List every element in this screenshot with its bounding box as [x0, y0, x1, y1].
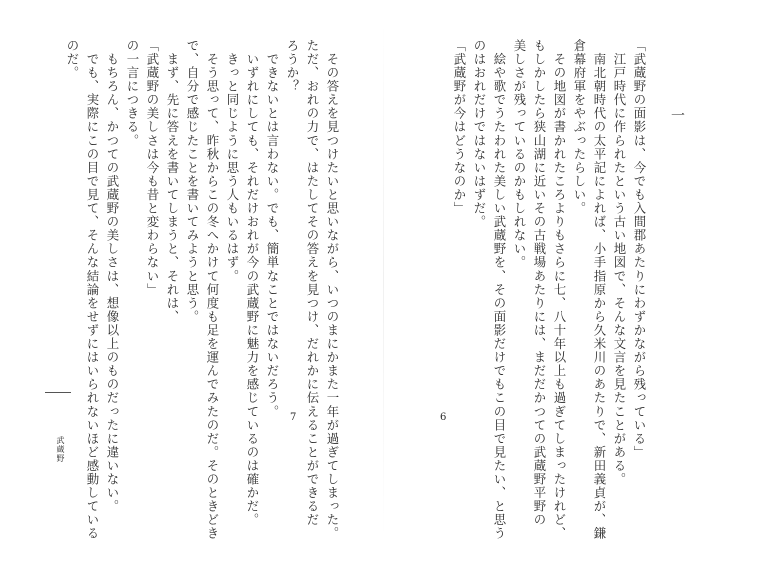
text-line: その地図が書かれたころよりもさらに七、八十年以上も過ぎてしまったけれど、: [552, 39, 567, 541]
text-line: 絵や歌でうたわれた美しい武蔵野を、その面影だけでもこの目で見たい、と思う: [492, 39, 507, 541]
text-line: その答えを見つけたいと思いながら、いつのまにかまた一年が過ぎてしまった。: [325, 39, 340, 541]
text-line: ただ、おれの力で、はたしてその答えを見つけ、だれかに伝えることができるだ: [305, 39, 320, 527]
text-line: 「武蔵野の美しさは今も昔と変わらない」: [145, 39, 160, 297]
text-line: の一言につきる。: [125, 39, 140, 148]
running-head: 武蔵野: [56, 436, 65, 463]
text-line: できないとは言わない。でも、簡単なことではないだろう。: [265, 39, 280, 419]
text-line: 倉幕府軍をやぶったらしい。: [572, 39, 587, 216]
text-line: 「武蔵野が今はどうなのか」: [452, 39, 467, 216]
text-line: もしかしたら狭山湖に近いその古戦場あたりには、まだだかつての武蔵野平野の: [532, 39, 547, 527]
page-gutter: [383, 20, 384, 540]
text-line: ろうか？: [285, 39, 300, 94]
text-line: 江戸時代に作られたという古い地図で、そんな文言を見たことがある。: [612, 39, 627, 487]
text-line: いずれにしても、それだけおれが今の武蔵野に魅力を感じているのは確かだ。: [245, 39, 260, 527]
text-line: きっと同じように思う人もいるはず。: [225, 39, 240, 283]
text-line: 美しさが残っているのかもしれない。: [512, 39, 527, 270]
chapter-number: 一: [669, 108, 685, 122]
text-line: そう思って、昨秋からこの冬へかけて何度も足を運んでみたのだ。そのときどき: [205, 39, 220, 541]
text-line: まず、先に答えを書いてしまうと、それは、: [165, 39, 180, 324]
page-number-right: 6: [440, 412, 447, 423]
page-number-left: 7: [290, 412, 297, 423]
text-line: で、自分で感じたことを書いてみようと思う。: [185, 39, 200, 324]
running-head-rule: [45, 392, 71, 541]
text-line: のはおれだけではないはずだ。: [472, 39, 487, 229]
text-line: のだ。: [65, 39, 80, 80]
text-line: 「武蔵野の面影は、今でも入間郡あたりにわずかながら残っている」: [632, 39, 647, 460]
text-line: 南北朝時代の太平記によれば、小手指原から久米川のあたりで、新田義貞が、鎌: [592, 39, 607, 541]
text-line: もちろん、かつての武蔵野の美しさは、想像以上のものだったに違いない。: [105, 39, 120, 514]
text-line: でも、実際にこの目で見て、そんな結論をせずにはいられないほど感動している: [85, 39, 100, 541]
